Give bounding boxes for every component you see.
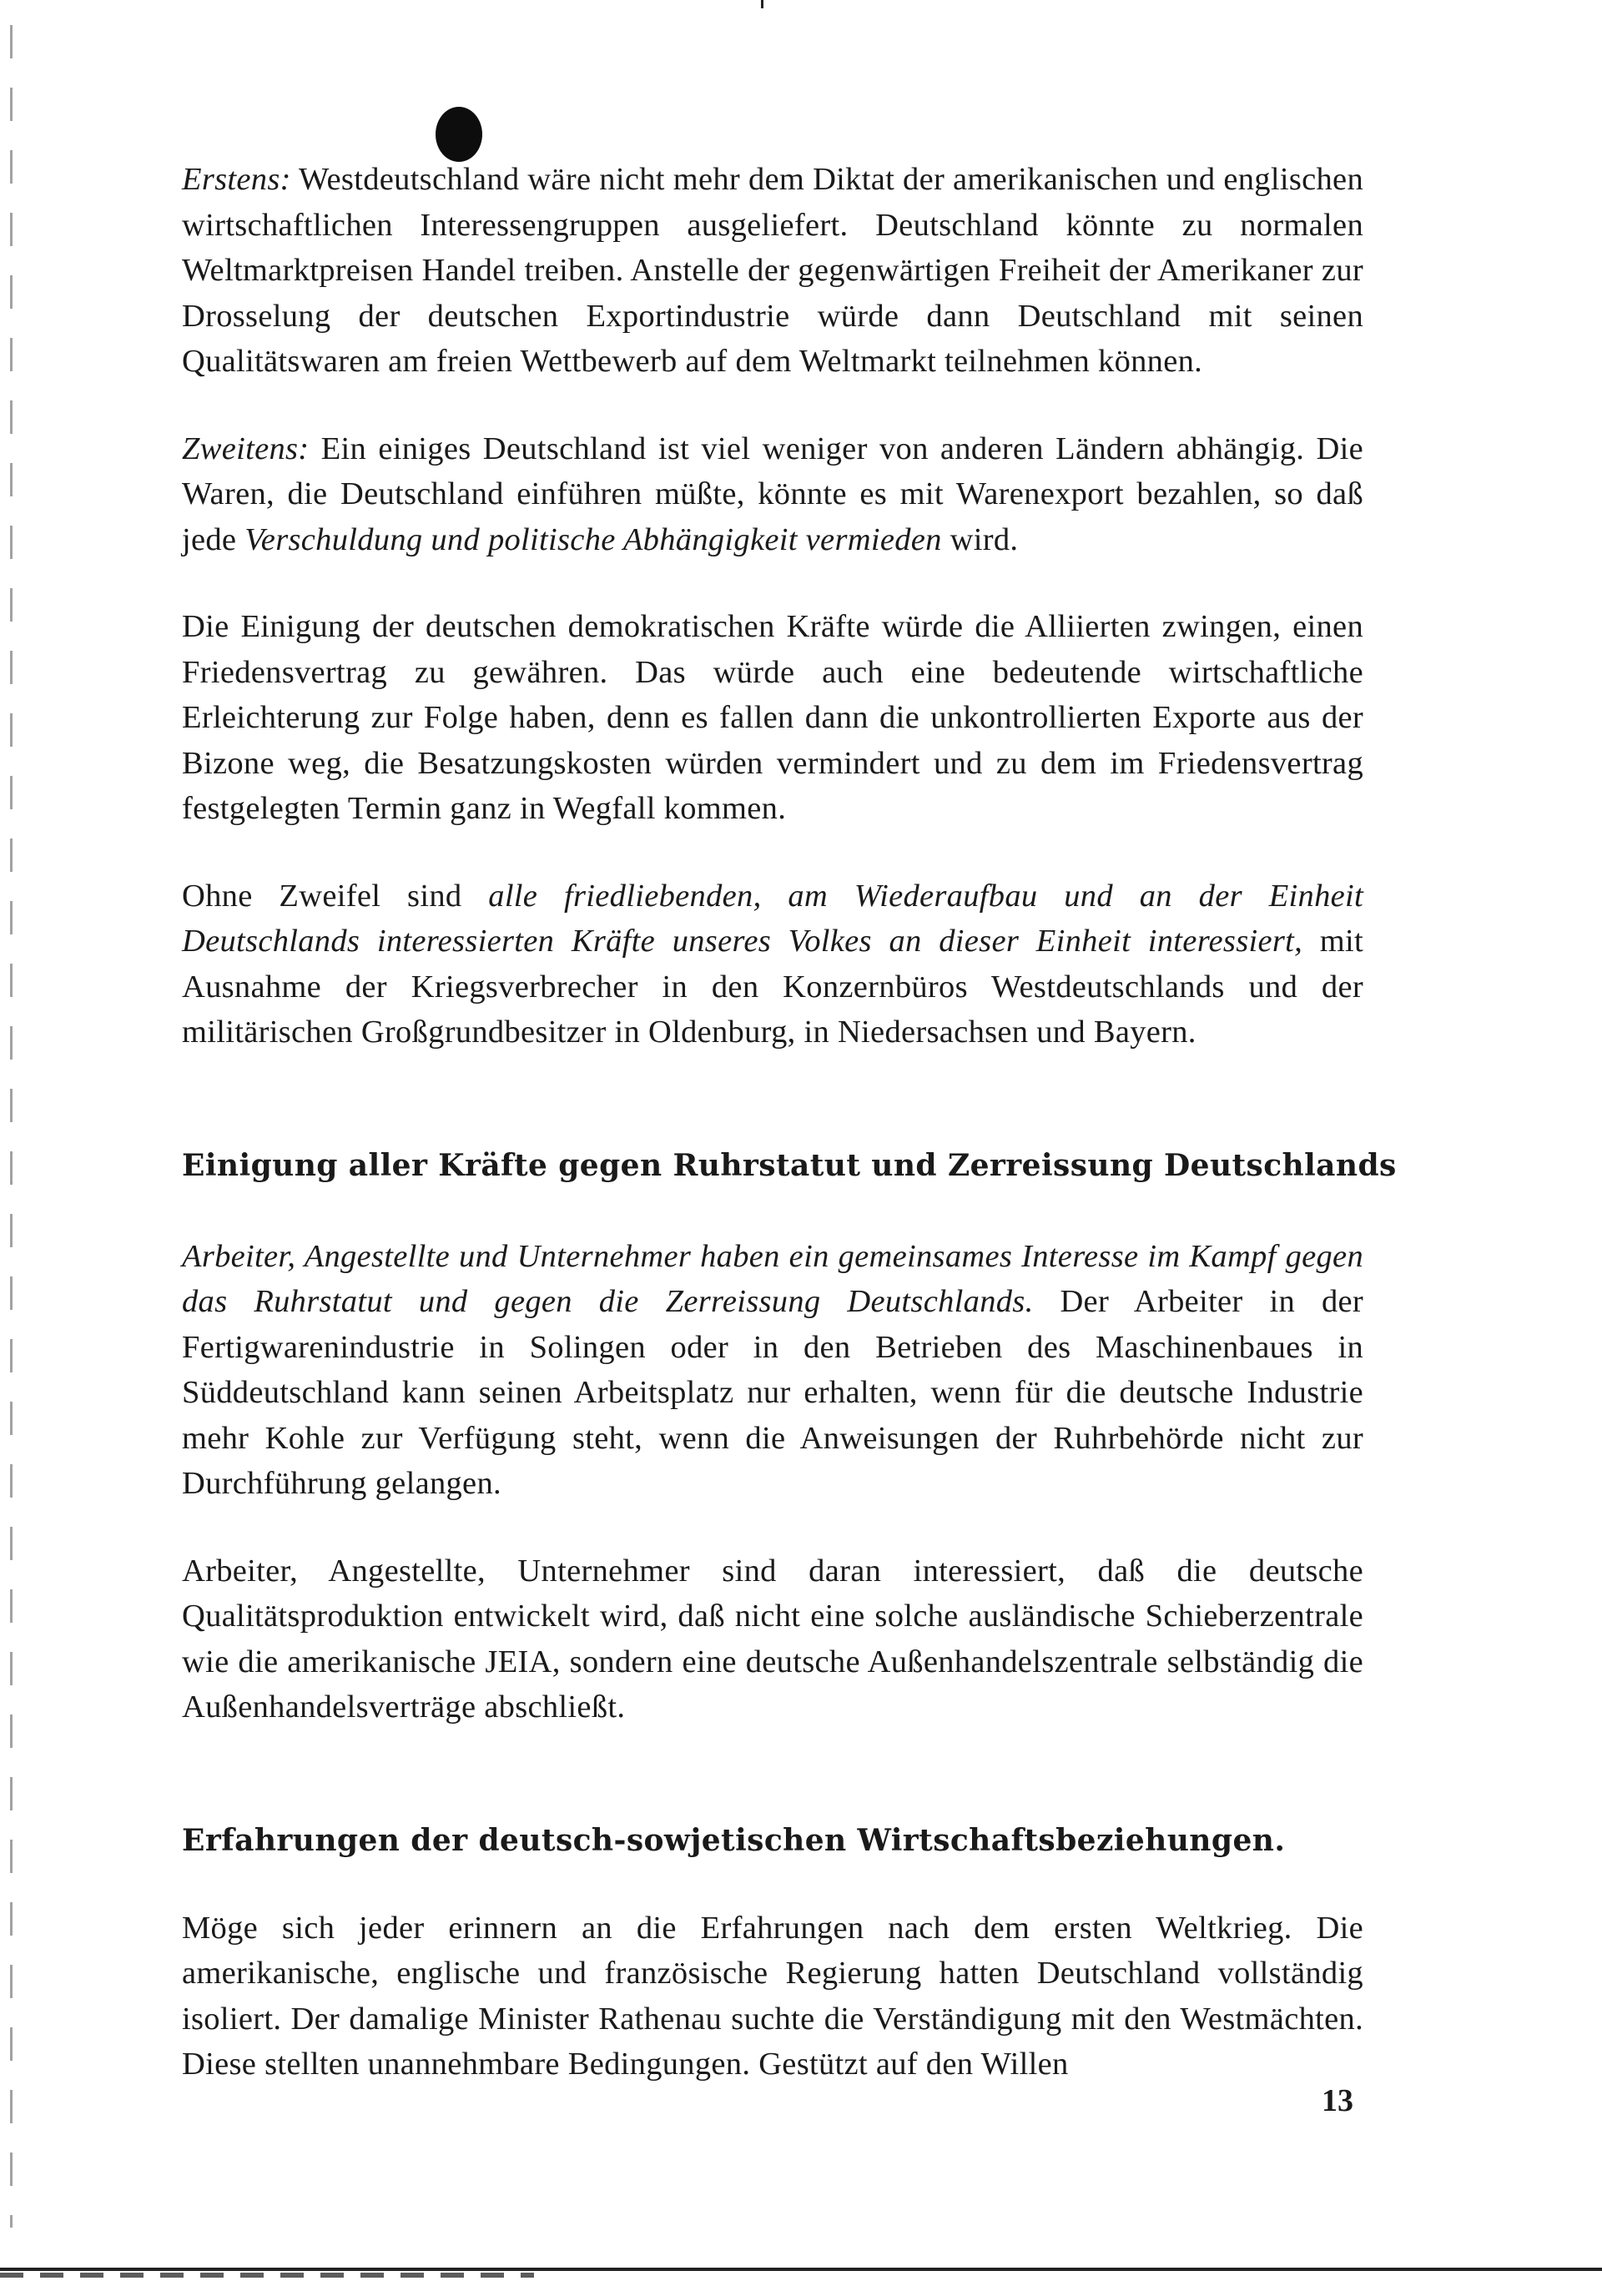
paragraph [182, 426, 1363, 563]
intro-paragraphs [182, 157, 1363, 1055]
paragraph [182, 1548, 1363, 1730]
body-text: Arbeiter, Angestellte, Unternehmer sind daran interessiert, daß die deutsche Qualitätsproduktion entwickelt wird, daß nicht eine solche ausländische Schieberzentrale wie die amerikanische JEIA, sondern eine deutsche Außenhandelszentrale selbständig die Außenhandelsverträge abschließt. [182, 1553, 1363, 1725]
emphasized-text: Zweitens: [182, 430, 310, 466]
body-text: Ein einiges Deutschland ist viel weniger von anderen Ländern abhängig. Die Waren, die Deutschland einführen müßte, könnte es mit Warenexport bezahlen, so daß jede [182, 430, 1363, 557]
paragraph [182, 1906, 1363, 2087]
body-text: Westdeutschland wäre nicht mehr dem Diktat der amerikanischen und englischen wirtschaftlichen Interessengruppen ausgeliefert. Deutschland könnte zu normalen Weltmarktpreisen Handel treiben. Anstelle der gegenwärtigen Freiheit der Amerikaner zur Drosselung der deutschen Exportindustrie würde dann Deutschland mit seinen Qualitätswaren am freien Wettbewerb auf dem Weltmarkt teilnehmen können. [182, 162, 1363, 379]
paragraph [182, 874, 1363, 1055]
paragraph [182, 1234, 1363, 1507]
ruhrstatut-paragraphs [182, 1234, 1363, 1730]
body-text: mit Ausnahme der Kriegsverbrecher in den Konzernbüros Westdeutschlands und der militärischen Großgrundbesitzer in Oldenburg, in Niedersachsen und Bayern. [182, 924, 1363, 1050]
scan-top-tick [761, 0, 763, 8]
emphasized-text: Erstens: [182, 162, 291, 197]
page-number: 13 [1322, 2083, 1353, 2118]
emphasized-text: Arbeiter, Angestellte und Unternehmer haben ein gemeinsames Interesse im Kampf gegen das Ruhrstatut und gegen die Zerreissung Deutschlands. [182, 1238, 1363, 1319]
paragraph [182, 157, 1363, 385]
body-text: Der Arbeiter in der Fertigwarenindustrie in Solingen oder in den Betrieben des Maschinenbaues in Süddeutschland kann seinen Arbeitsplatz nur erhalten, wenn für die deutsche Industrie mehr Kohle zur Verfügung steht, wenn die Anweisungen der Ruhrbehörde nicht zur Durchführung gelangen. [182, 1284, 1363, 1501]
body-text: Möge sich jeder erinnern an die Erfahrungen nach dem ersten Weltkrieg. Die amerikanische, englische und französische Regierung hatten Deutschland vollständig isoliert. Der damalige Minister Rathenau suchte die Verständigung mit den Westmächten. Diese stellten unannehmbare Bedingungen. Gestützt auf den Willen [182, 1910, 1363, 2082]
erfahrungen-paragraphs [182, 1906, 1363, 2087]
emphasized-text: alle friedliebenden, am Wiederaufbau und an der Einheit Deutschlands interessierten Kräfte unseres Volkes an dieser Einheit interessiert, [182, 878, 1363, 959]
bottom-edge-marks [0, 2273, 534, 2278]
section-heading-erfahrungen: Erfahrungen der deutsch-sowjetischen Wirtschaftsbeziehungen. [182, 1822, 1286, 1858]
body-text: wird. [941, 521, 1019, 557]
hole-punch-mark [436, 107, 482, 162]
page-body [182, 157, 1397, 2129]
scan-left-edge [10, 25, 13, 2228]
bottom-edge-rule [0, 2268, 1602, 2271]
paragraph [182, 604, 1363, 832]
body-text: Die Einigung der deutschen demokratischen Kräfte würde die Alliierten zwingen, einen Friedensvertrag zu gewähren. Das würde auch eine bedeutende wirtschaftliche Erleichterung zur Folge haben, denn es fallen dann die unkontrollierten Exporte aus der Bizone weg, die Besatzungskosten würden vermindert und zu dem im Friedensvertrag festgelegten Termin ganz in Wegfall kommen. [182, 609, 1363, 826]
emphasized-text: Verschuldung und politische Abhängigkeit vermieden [244, 521, 942, 557]
section-heading-ruhrstatut: Einigung aller Kräfte gegen Ruhrstatut und Zerreissung Deutschlands [182, 1147, 1397, 1183]
body-text: Ohne Zweifel sind [182, 878, 489, 914]
